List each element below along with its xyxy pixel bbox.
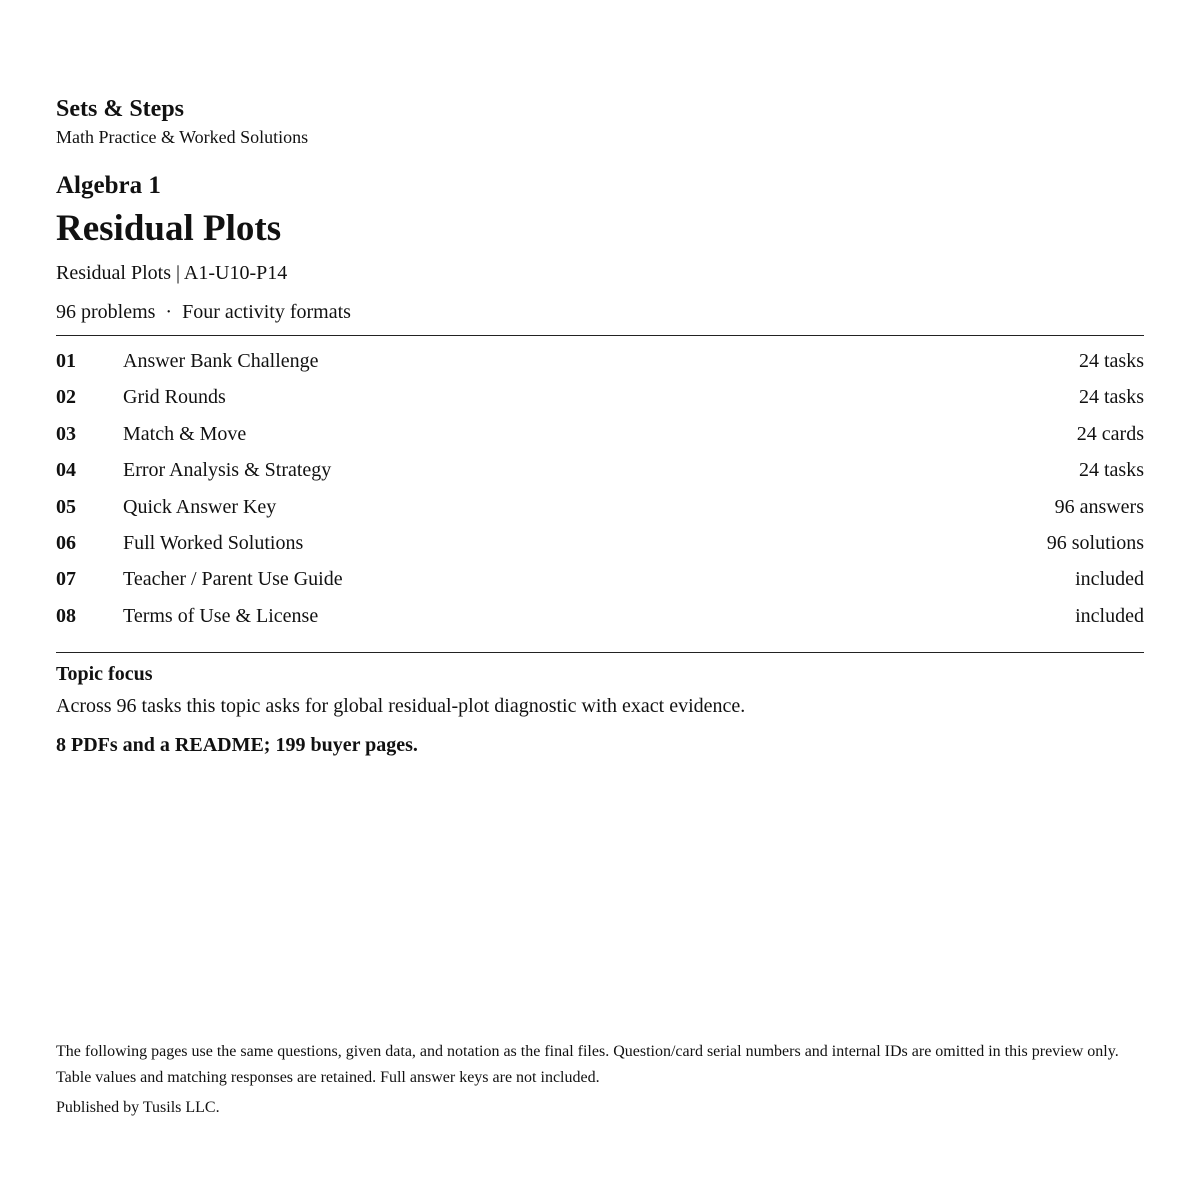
contents-label: Full Worked Solutions: [123, 531, 304, 554]
contents-row: [56, 489, 1144, 525]
contents-row: [56, 525, 1144, 561]
contents-number: 02: [56, 386, 76, 409]
publisher-line: Published by Tusils LLC.: [56, 1099, 220, 1116]
contents-label: Terms of Use & License: [123, 604, 319, 627]
preview-page: [56, 0, 1144, 1200]
contents-count: 96 solutions: [1046, 531, 1144, 554]
contents-label: Quick Answer Key: [123, 495, 277, 518]
contents-number: 07: [56, 568, 76, 591]
contents-number: 03: [56, 422, 76, 445]
contents-count: 24 cards: [1076, 422, 1144, 445]
contents-label: Grid Rounds: [123, 386, 226, 409]
page-title: Residual Plots: [56, 208, 282, 249]
contents-count: included: [1075, 604, 1144, 627]
brand-tagline: Math Practice & Worked Solutions: [56, 127, 309, 147]
contents-count: 24 tasks: [1079, 386, 1144, 409]
contents-row: [56, 343, 1144, 379]
contents-count: 96 answers: [1054, 495, 1144, 518]
contents-label: Match & Move: [123, 422, 247, 445]
files-summary: 8 PDFs and a README; 199 buyer pages.: [56, 734, 418, 756]
contents-label: Answer Bank Challenge: [123, 350, 319, 372]
divider-top: [56, 335, 1144, 336]
contents-label: Error Analysis & Strategy: [123, 459, 332, 482]
contents-count: 24 tasks: [1079, 459, 1144, 482]
contents-count: included: [1075, 568, 1144, 591]
contents-row: [56, 452, 1144, 488]
contents-label: Teacher / Parent Use Guide: [123, 568, 343, 591]
contents-number: 01: [56, 350, 76, 372]
product-summary: 96 problems · Four activity formats: [56, 301, 351, 323]
topic-focus-heading: Topic focus: [56, 663, 153, 685]
contents-row: [56, 379, 1144, 415]
contents-number: 05: [56, 495, 76, 518]
contents-list: [56, 343, 1144, 634]
contents-number: 08: [56, 604, 76, 627]
contents-row: [56, 416, 1144, 452]
contents-number: 04: [56, 459, 76, 482]
divider-bottom: [56, 652, 1144, 653]
product-code-line: Residual Plots | A1-U10-P14: [56, 262, 288, 284]
brand-name: Sets & Steps: [56, 96, 185, 122]
course-name: Algebra 1: [56, 172, 161, 199]
contents-row: [56, 598, 1144, 634]
contents-count: 24 tasks: [1079, 350, 1144, 372]
preview-disclaimer: The following pages use the same questions, given data, and notation as the final files. Question/card serial numbers and internal IDs are omitted in this preview only. Table values and matching responses are retained. Full answer keys are not included.: [56, 1043, 1119, 1086]
contents-number: 06: [56, 531, 76, 554]
contents-row: [56, 561, 1144, 597]
topic-focus-text: Across 96 tasks this topic asks for global residual-plot diagnostic with exact evidence.: [56, 695, 746, 717]
